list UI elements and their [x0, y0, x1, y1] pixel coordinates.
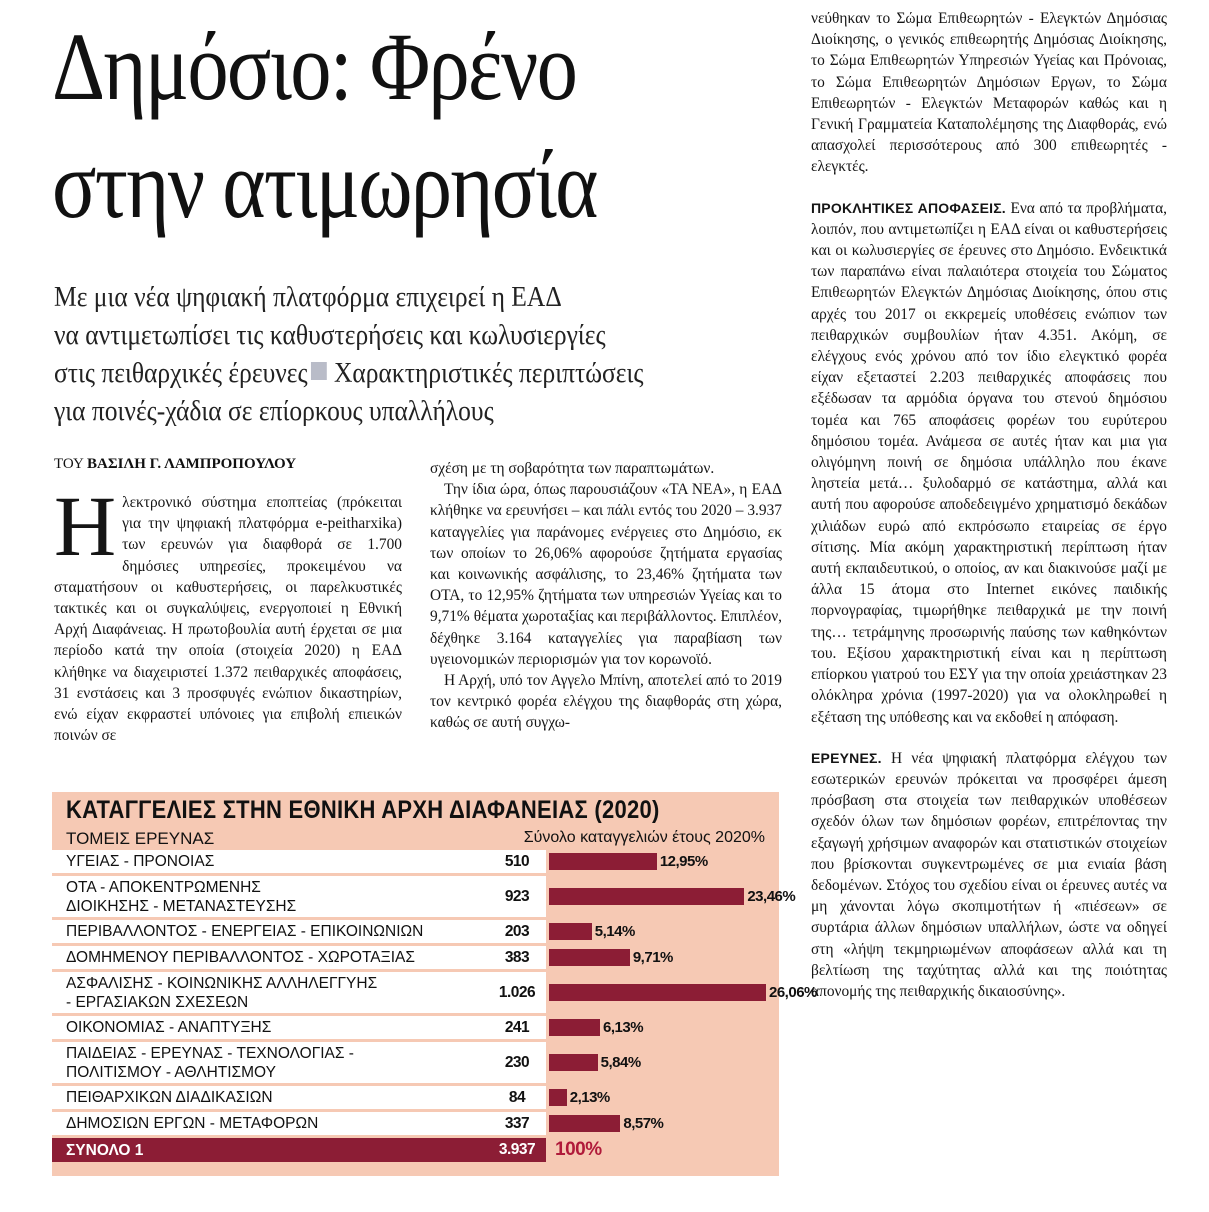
- subtitle-line-2: να αντιμετωπίσει τις καθυστερήσεις και κωλυσιεργίες: [54, 319, 606, 351]
- row-percent: 2,13%: [569, 1088, 610, 1106]
- table-row: [52, 946, 779, 969]
- row-label: [52, 1016, 488, 1039]
- row-bar: [549, 1115, 620, 1132]
- row-percent: 5,84%: [600, 1053, 641, 1071]
- total-value: 3.937: [488, 1138, 546, 1162]
- table-title: ΚΑΤΑΓΓΕΛΙΕΣ ΣΤΗΝ ΕΘΝΙΚΗ ΑΡΧΗ ΔΙΑΦΑΝΕΙΑΣ (2020): [66, 796, 660, 824]
- row-label: [52, 876, 488, 917]
- row-label-text: ΟΤΑ - ΑΠΟΚΕΝΤΡΩΜΕΝΗΣ ΔΙΟΙΚΗΣΗΣ - ΜΕΤΑΝΑΣΤΕΥΣΗΣ: [66, 878, 297, 915]
- article-paragraph-3a: νεύθηκαν το Σώμα Επιθεωρητών - Ελεγκτών Δημόσιας Διοίκησης, ο γενικός επιθεωρητής Δημόσιας Διοίκησης, το Σώμα Επιθεωρητών Υπηρεσιών Υγείας και Πρόνοιας, το Σώμα Επιθεωρητών Δημόσιων Εργων, το Σώμα Επιθεωρητών - Ελεγκτών Μεταφορών καθώς και η Γενική Γραμματεία Καταπολέμησης της Διαφθοράς, ενώ απασχολεί περισσότερους από 300 επιθεωρητές - ελεγκτές.: [811, 10, 1167, 176]
- row-value: 230: [488, 1042, 546, 1083]
- article-paragraph-3b: Ενα από τα προβλήματα, λοιπόν, που αντιμετωπίζει η ΕΑΔ είναι οι καθυστερήσεις και οι κωλυσιεργίες σε έρευνες στο Δημόσιο. Ενδεικτικά των παραπάνω είναι παλαιότερα στοιχεία του Σώματος Επιθεωρητών Ελεγκτών Δημόσιας Διοίκησης, όπου στις αρχές του 2017 οι εκκρεμείς υποθέσεις ενώπιον των πειθαρχικών συμβουλίων ήταν 4.351. Ακόμη, σε ελέγχους ενός χρόνου από τον ίδιο ελεγκτικό φορέα είχαν εξεταστεί 2.203 πειθαρχικές αποφάσεις που εξέδωσαν τα αρμόδια όργανα του στενού δημόσιου τομέα και 765 αποφάσεις φορέων του ευρύτερου δημόσιου τομέα. Ανάμεσα σε αυτές ήταν και μια για ολιγόμηνη ποινή σε δημόσια υπάλληλο που έκανε ληστεία μετά… ξυλοδαρμό σε κατάστημα, αλλά και αυτή που αφορούσε αποδεδειγμένο χρηματισμό δεκάδων χιλιάδων ευρώ από εκπρόσωπο εταιρείας σε έργο σίτισης. Μία ακόμη χαρακτηριστική περίπτωση ήταν αυτή εκπαιδευτικού, ο οποίος, αν και διακινούσε μαζί με άλλα 15 άτομα στο Internet εικόνες παιδικής πορνογραφίας, τιμωρήθηκε πειθαρχικά με την ποινή της… τετράμηνης προσωρινής παύσης των καθηκόντων του. Εξίσου χαρακτηριστική είναι και η περίπτωση επίορκου γιατρού του ΕΣΥ για την οποία χρειάστηκαν 23 ολόκληρα χρόνια (1997-2020) για να ολοκληρωθεί η εξέταση της υπόθεσης και να εκδοθεί η απόφαση.: [811, 199, 1167, 726]
- article-column-1: [54, 478, 402, 746]
- row-label: [52, 1086, 488, 1109]
- table-row: [52, 876, 796, 917]
- article-paragraph-2a: σχέση με τη σοβαρότητα των παραπτωμάτων.: [430, 460, 715, 477]
- row-bar: [549, 923, 592, 940]
- table-row: [52, 1016, 779, 1039]
- row-percent: 6,13%: [603, 1018, 644, 1036]
- article-column-3: [811, 8, 1167, 1002]
- table-row: [52, 972, 817, 1013]
- byline: [54, 456, 296, 473]
- row-bar: [549, 853, 657, 870]
- table-row: [52, 920, 779, 943]
- row-label: [52, 920, 488, 943]
- subtitle-line-3: [54, 354, 670, 392]
- row-percent: 8,57%: [623, 1114, 664, 1132]
- headline-line-1: Δημόσιο: Φρένο: [52, 13, 577, 120]
- row-percent: 23,46%: [747, 887, 796, 905]
- subtitle-line-3a: στις πειθαρχικές έρευνες: [54, 357, 308, 389]
- row-label: [52, 946, 488, 969]
- headline-line-2: στην ατιμωρησία: [52, 131, 597, 238]
- table-column-total: Σύνολο καταγγελιών έτους 2020%: [523, 829, 765, 846]
- row-percent: 5,14%: [594, 922, 635, 940]
- row-value: 923: [488, 876, 546, 917]
- article-paragraph-1: λεκτρονικό σύστημα εποπτείας (πρόκειται για την ψηφιακή πλατφόρμα e-peitharxika) των ερευνών για διαφθορά σε 1.700 δημόσιες υπηρεσίες, προκειμένου να σταματήσουν οι καθυστερήσεις, οι παρελκυστικές τακτικές και οι συγκαλύψεις, ενεργοποιεί η Εθνική Αρχή Διαφάνειας. Η πρωτοβουλία αυτή έρχεται σε μια περίοδο κατά την οποία (στοιχεία 2020) η ΕΑΔ κλήθηκε να διαχειριστεί 1.372 πειθαρχικές αποφάσεις, 31 ενστάσεις και 3 προσφυγές ενώπιον δικαστηρίων, ενώ είχαν εκφραστεί υπόνοιες για επιβολή επιεικών ποινών σε: [54, 494, 402, 745]
- row-label-text: ΠΑΙΔΕΙΑΣ - ΕΡΕΥΝΑΣ - ΤΕΧΝΟΛΟΓΙΑΣ - ΠΟΛΙΤΙΣΜΟΥ - ΑΘΛΗΤΙΣΜΟΥ: [66, 1044, 354, 1081]
- subtitle: [54, 278, 754, 430]
- row-bar: [549, 888, 744, 905]
- byline-prefix: ΤΟΥ: [54, 456, 84, 472]
- row-bar: [549, 1054, 598, 1071]
- row-bar: [549, 1089, 567, 1106]
- total-percent: 100%: [555, 1139, 602, 1160]
- row-percent: 26,06%: [769, 983, 817, 1001]
- total-label-text: ΣΥΝΟΛΟ 1: [66, 1141, 144, 1159]
- table-row: [52, 1086, 779, 1109]
- subtitle-line-4: για ποινές-χάδια σε επίορκους υπαλλήλους: [54, 395, 494, 427]
- table-row: [52, 850, 779, 873]
- section-heading-research: ΕΡΕΥΝΕΣ.: [811, 749, 882, 766]
- drop-cap: Η: [54, 478, 117, 574]
- row-label-text: ΠΕΡΙΒΑΛΛΟΝΤΟΣ - ΕΝΕΡΓΕΙΑΣ - ΕΠΙΚΟΙΝΩΝΙΩΝ: [66, 923, 424, 940]
- article-paragraph-2c: Η Αρχή, υπό τον Αγγελο Μπίνη, αποτελεί από το 2019 τον κεντρικό φορέα ελέγχου της διαφθοράς στη χώρα, καθώς σε αυτή συγχω-: [430, 672, 782, 732]
- article-section-2: [811, 748, 1167, 1002]
- total-label: [52, 1138, 488, 1162]
- row-value: 510: [488, 850, 546, 873]
- row-percent: 9,71%: [632, 948, 673, 966]
- row-label-text: ΑΣΦΑΛΙΣΗΣ - ΚΟΙΝΩΝΙΚΗΣ ΑΛΛΗΛΕΓΓΥΗΣ - ΕΡΓΑΣΙΑΚΩΝ ΣΧΕΣΕΩΝ: [66, 974, 378, 1011]
- subtitle-line-3b: Χαρακτηριστικές περιπτώσεις: [333, 357, 644, 389]
- row-bar: [549, 1019, 600, 1036]
- row-value: 337: [488, 1112, 546, 1135]
- row-label-text: ΠΕΙΘΑΡΧΙΚΩΝ ΔΙΑΔΙΚΑΣΙΩΝ: [66, 1089, 273, 1106]
- article-section-1: [811, 198, 1167, 728]
- article-column-2: [430, 458, 782, 734]
- row-percent: 12,95%: [659, 852, 708, 870]
- row-label: [52, 1042, 488, 1083]
- article-paragraph-3c: Η νέα ψηφιακή πλατφόρμα ελέγχου των εσωτερικών ερευνών πρόκειται να προσφέρει άμεση πρόσβαση στα στοιχεία των πειθαρχικών υποθέσεων σχεδόν όλων των δημόσιων φορέων, επιτρέποντας την εξαγωγή χρήσιμων αναφορών και στατιστικών στοιχείων που βρίσκονται συγκεντρωμένες σε μια ενιαία βάση δεδομένων. Στόχος του σχεδίου είναι οι έρευνες αυτές να μη χάνονται λόγω σκοπιμοτήτων ή «πιέσεων» σε συρτάρια άλλων δημόσιων υπαλλήλων, ώστε να οδηγεί στη «λήψη τεκμηριωμένων αποφάσεων αλλά και τη βελτίωση της ταχύτητας αλλά και της ποιότητας απονομής της πειθαρχικής δικαιοσύνης».: [811, 749, 1167, 1000]
- subtitle-line-1: Με μια νέα ψηφιακή πλατφόρμα επιχειρεί η ΕΑΔ: [54, 281, 562, 313]
- row-value: 203: [488, 920, 546, 943]
- table-row: [52, 1042, 779, 1083]
- headline: [52, 8, 792, 244]
- table-column-sectors: ΤΟΜΕΙΣ ΕΡΕΥΝΑΣ: [66, 829, 215, 848]
- article-paragraph-2b: Την ίδια ώρα, όπως παρουσιάζουν «ΤΑ ΝΕΑ», η ΕΑΔ κλήθηκε να ερευνήσει – και πάλι εντός του 2020 – 3.937 καταγγελίες για παράνομες ενέργειες στο Δημόσιο, εκ των οποίων το 26,06% αφορούσε ζητήματα εργασίας και κοινωνικής ασφάλισης, το 23,46% ζητήματα των ΟΤΑ, το 12,95% ζητήματα των υπηρεσιών Υγείας και το 9,71% θέματα χωροταξίας και περιβάλλοντος. Επιπλέον, δέχθηκε 3.164 καταγγελίες για παραβίαση των υγειονομικών περιορισμών για τον κορωνοϊό.: [430, 481, 782, 668]
- table-row: [52, 1112, 779, 1135]
- row-label-text: ΔΟΜΗΜΕΝΟΥ ΠΕΡΙΒΑΛΛΟΝΤΟΣ - ΧΩΡΟΤΑΞΙΑΣ: [66, 949, 415, 966]
- row-label: [52, 972, 488, 1013]
- row-value: 84: [488, 1086, 546, 1109]
- row-label: [52, 1112, 488, 1135]
- row-bar: [549, 949, 630, 966]
- row-label: [52, 850, 488, 873]
- row-value: 241: [488, 1016, 546, 1039]
- row-value: 1.026: [488, 972, 546, 1013]
- row-label-text: ΥΓΕΙΑΣ - ΠΡΟΝΟΙΑΣ: [66, 853, 215, 870]
- row-label-text: ΔΗΜΟΣΙΩΝ ΕΡΓΩΝ - ΜΕΤΑΦΟΡΩΝ: [66, 1115, 319, 1132]
- row-bar: [549, 984, 766, 1001]
- square-bullet-icon: [311, 362, 327, 380]
- row-value: 383: [488, 946, 546, 969]
- section-heading-provocative: ΠΡΟΚΛΗΤΙΚΕΣ ΑΠΟΦΑΣΕΙΣ.: [811, 199, 1006, 216]
- row-label-text: ΟΙΚΟΝΟΜΙΑΣ - ΑΝΑΠΤΥΞΗΣ: [66, 1019, 272, 1036]
- byline-author: ΒΑΣΙΛΗ Γ. ΛΑΜΠΡΟΠΟΥΛΟΥ: [87, 456, 297, 472]
- table-row-total: [52, 1138, 779, 1162]
- complaints-table: [52, 792, 817, 1176]
